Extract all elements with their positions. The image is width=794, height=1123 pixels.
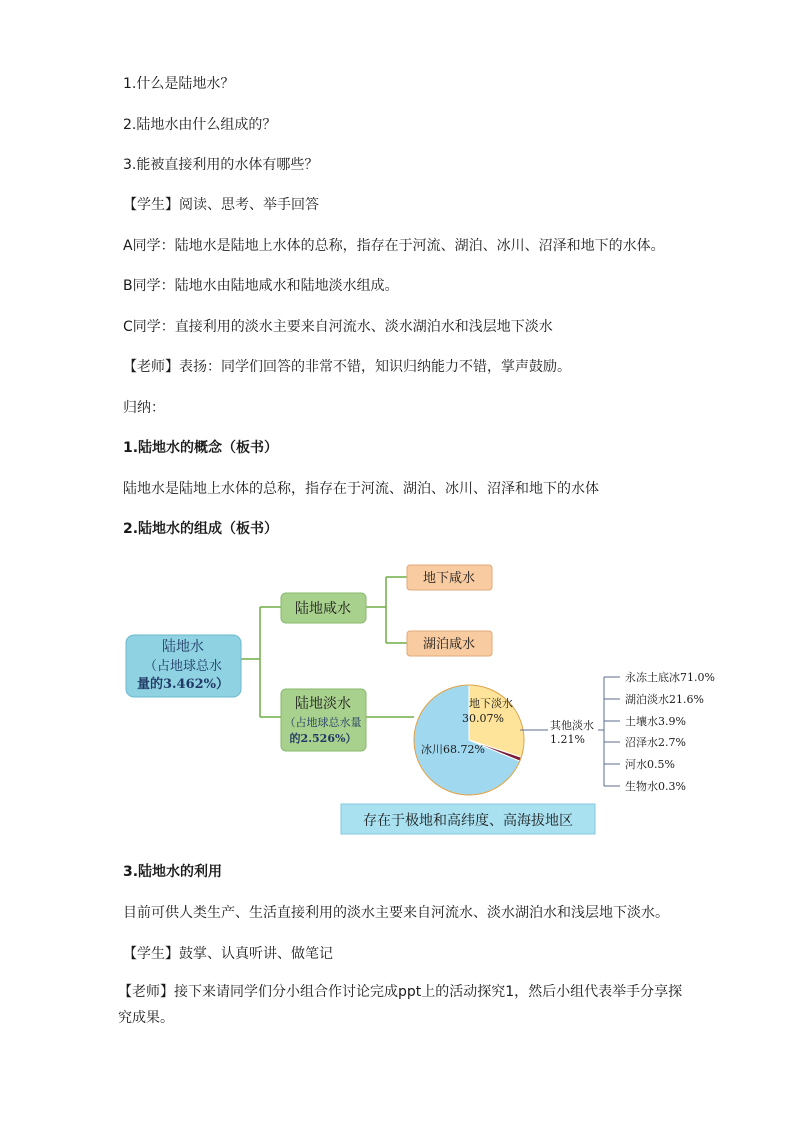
fresh-title: 陆地淡水 xyxy=(295,696,351,712)
student-response-1: 【学生】阅读、思考、举手回答 xyxy=(123,197,319,213)
other-item-river: 河水0.5% xyxy=(625,758,675,771)
pie-label-other-title: 其他淡水 xyxy=(550,719,594,732)
teacher-praise: 【老师】表扬：同学们回答的非常不错，知识归纳能力不错，掌声鼓励。 xyxy=(123,359,571,375)
summary-label: 归纳： xyxy=(123,400,165,416)
root-title: 陆地水 xyxy=(162,639,204,655)
root-percent: 量的3.462%） xyxy=(136,677,230,692)
answer-c: C同学：直接利用的淡水主要来自河流水、淡水湖泊水和浅层地下淡水 xyxy=(123,319,553,335)
other-item-soil: 土壤水3.9% xyxy=(625,715,686,728)
answer-a: A同学：陆地水是陆地上水体的总称，指存在于河流、湖泊、冰川、沼泽和地下的水体。 xyxy=(123,238,665,254)
salt-child-lake-label: 湖泊咸水 xyxy=(422,637,476,652)
pie-label-other-value: 1.21% xyxy=(550,733,585,746)
pie-label-glacier: 冰川68.72% xyxy=(421,743,485,756)
root-subtitle: （占地球总水 xyxy=(143,659,223,674)
pie-label-ground-value: 30.07% xyxy=(462,712,504,725)
teacher-instruction: 【老师】接下来请同学们分小组合作讨论完成ppt上的活动探究1，然后小组代表举手分享探究成果。 xyxy=(118,984,683,1026)
salt-label: 陆地咸水 xyxy=(295,601,351,617)
heading-composition: 2.陆地水的组成（板书） xyxy=(123,521,279,537)
question-2: 2.陆地水由什么组成的？ xyxy=(123,117,277,133)
student-response-2: 【学生】鼓掌、认真听讲、做笔记 xyxy=(123,946,333,962)
other-item-lake: 湖泊淡水21.6% xyxy=(625,693,704,706)
location-note: 存在于极地和高纬度、高海拔地区 xyxy=(363,813,573,829)
usage-text: 目前可供人类生产、生活直接利用的淡水主要来自河流水、淡水湖泊水和浅层地下淡水。 xyxy=(123,905,669,921)
heading-usage: 3.陆地水的利用 xyxy=(123,864,223,880)
question-3: 3.能被直接利用的水体有哪些？ xyxy=(123,157,319,173)
fresh-percent: 的2.526%） xyxy=(289,732,357,745)
other-item-swamp: 沼泽水2.7% xyxy=(625,736,686,749)
answer-b: B同学：陆地水由陆地咸水和陆地淡水组成。 xyxy=(123,278,399,294)
other-item-permafrost: 永冻土底冰71.0% xyxy=(625,671,715,684)
heading-concept: 1.陆地水的概念（板书） xyxy=(123,440,279,456)
composition-diagram xyxy=(0,555,794,855)
pie-label-ground-title: 地下淡水 xyxy=(469,697,513,710)
other-item-bio: 生物水0.3% xyxy=(625,780,686,793)
concept-text: 陆地水是陆地上水体的总称，指存在于河流、湖泊、冰川、沼泽和地下的水体 xyxy=(123,481,599,497)
fresh-subtitle: （占地球总水量 xyxy=(284,716,362,729)
question-1: 1.什么是陆地水？ xyxy=(123,76,235,92)
salt-child-groundwater-label: 地下咸水 xyxy=(422,571,476,586)
